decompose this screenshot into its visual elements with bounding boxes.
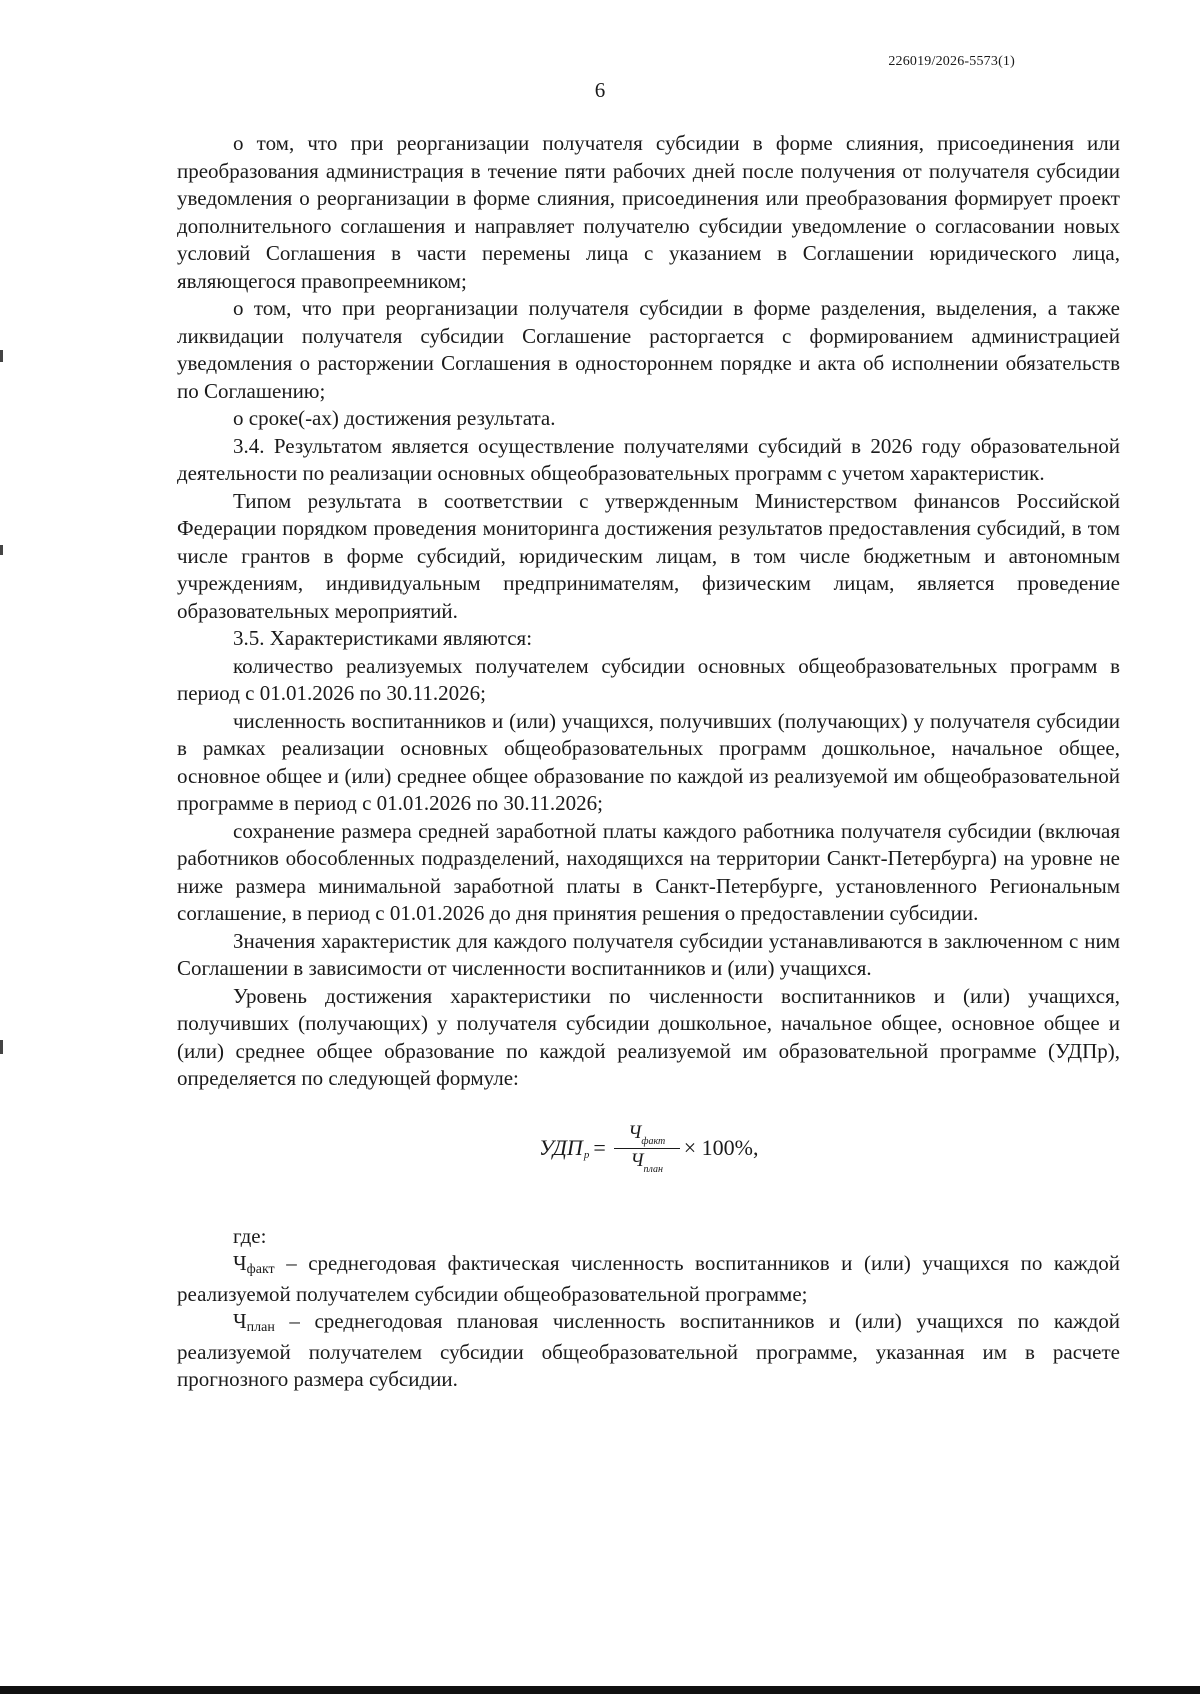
document-body xyxy=(177,130,1120,1394)
definition-symbol-sub: факт xyxy=(246,1262,275,1277)
paragraph: о том, что при реорганизации получателя субсидии в форме слияния, присоединения или преобразования администрация в течение пяти рабочих дней после получения от получателя субсидии уведомления о реорганизации в форме слияния, присоединения или преобразования формирует проект дополнительного соглашения и направляет получателю субсидии уведомление о согласовании новых условий Соглашения в части перемены лица с указанием в Соглашении юридического лица, являющегося правопреемником; xyxy=(177,131,1120,293)
paragraph: Уровень достижения характеристики по численности воспитанников и (или) учащихся, получивших (получающих) у получателя субсидии дошкольное, начальное общее, основное общее и (или) среднее общее образование по каждой реализуемой им образовательной программе (УДПр), определяется по следующей формуле: xyxy=(177,983,1120,1090)
paragraph: Типом результата в соответствии с утвержденным Министерством финансов Российской Федерации порядком проведения мониторинга достижения результатов предоставления субсидий, в том числе грантов в форме субсидий, юридическим лицам, в том числе бюджетным и автономным учреждениям, индивидуальным предпринимателям, физическим лицам, является проведение образовательных мероприятий. xyxy=(177,488,1120,623)
scan-bottom-edge xyxy=(0,1686,1200,1694)
document-id: 226019/2026-5573(1) xyxy=(888,54,1015,69)
formula-tail: × 100%, xyxy=(683,1135,759,1161)
formula-lhs-sub: р xyxy=(583,1149,590,1162)
definition-fact xyxy=(177,1250,1120,1308)
paragraph: численность воспитанников и (или) учащихся, получивших (получающих) у получателя субсидии в рамках реализации основных общеобразовательных программ дошкольное, начальное общее, основное общее и (или) среднее общее образование по каждой из реализуемой им общеобразовательной программе в период с 01.01.2026 по 30.11.2026; xyxy=(177,708,1120,815)
scan-edge-mark xyxy=(0,1040,3,1054)
paragraph-section-3-4: 3.4. Результатом является осуществление получателями субсидий в 2026 году образовательной деятельности по реализации основных общеобразовательных программ с учетом характеристик. xyxy=(177,433,1120,485)
definition-symbol-sub: план xyxy=(246,1320,275,1335)
paragraph: о сроке(-ах) достижения результата. xyxy=(233,406,556,430)
definition-text: – среднегодовая фактическая численность воспитанников и (или) учащихся по каждой реализуемой получателем субсидии общеобразовательной программе; xyxy=(177,1251,1120,1306)
paragraph: Значения характеристик для каждого получателя субсидии устанавливаются в заключенном с ним Соглашении в зависимости от численности воспитанников и (или) учащихся. xyxy=(177,928,1120,980)
definition-text: – среднегодовая плановая численность воспитанников и (или) учащихся по каждой реализуемой получателем субсидии общеобразовательной программе, указанная им в расчете прогнозного размера субсидии. xyxy=(177,1309,1120,1391)
page-number: 6 xyxy=(594,78,606,102)
scan-edge-mark xyxy=(0,545,3,555)
scan-edge-mark xyxy=(0,350,3,362)
definition-symbol: Ч xyxy=(233,1251,247,1275)
paragraph-section-3-5: 3.5. Характеристиками являются: xyxy=(233,626,533,650)
formula-numerator-sub: факт xyxy=(641,1135,666,1147)
formula-equals: = xyxy=(593,1135,606,1161)
formula-lhs: УДП xyxy=(539,1135,583,1161)
definition-symbol: Ч xyxy=(233,1309,247,1333)
formula-fraction xyxy=(614,1121,680,1176)
definition-plan xyxy=(177,1308,1120,1394)
formula-numerator: Ч xyxy=(628,1121,642,1143)
paragraph: количество реализуемых получателем субсидии основных общеобразовательных программ в период с 01.01.2026 по 30.11.2026; xyxy=(177,653,1120,705)
formula-udp xyxy=(177,1093,1120,1223)
formula-denominator-sub: план xyxy=(643,1163,663,1175)
paragraph: о том, что при реорганизации получателя субсидии в форме разделения, выделения, а также ликвидации получателя субсидии Соглашение расторгается с формированием администрацией уведомления о расторжении Соглашения в одностороннем порядке и акта об исполнении обязательств по Соглашению; xyxy=(177,296,1120,403)
paragraph: сохранение размера средней заработной платы каждого работника получателя субсидии (включая работников обособленных подразделений, находящихся на территории Санкт-Петербурга) на уровне не ниже размера минимальной заработной платы в Санкт-Петербурге, установленного Региональным соглашение, в период с 01.01.2026 до дня принятия решения о предоставлении субсидии. xyxy=(177,818,1120,925)
where-label: где: xyxy=(233,1223,267,1248)
formula-denominator: Ч xyxy=(630,1149,644,1171)
